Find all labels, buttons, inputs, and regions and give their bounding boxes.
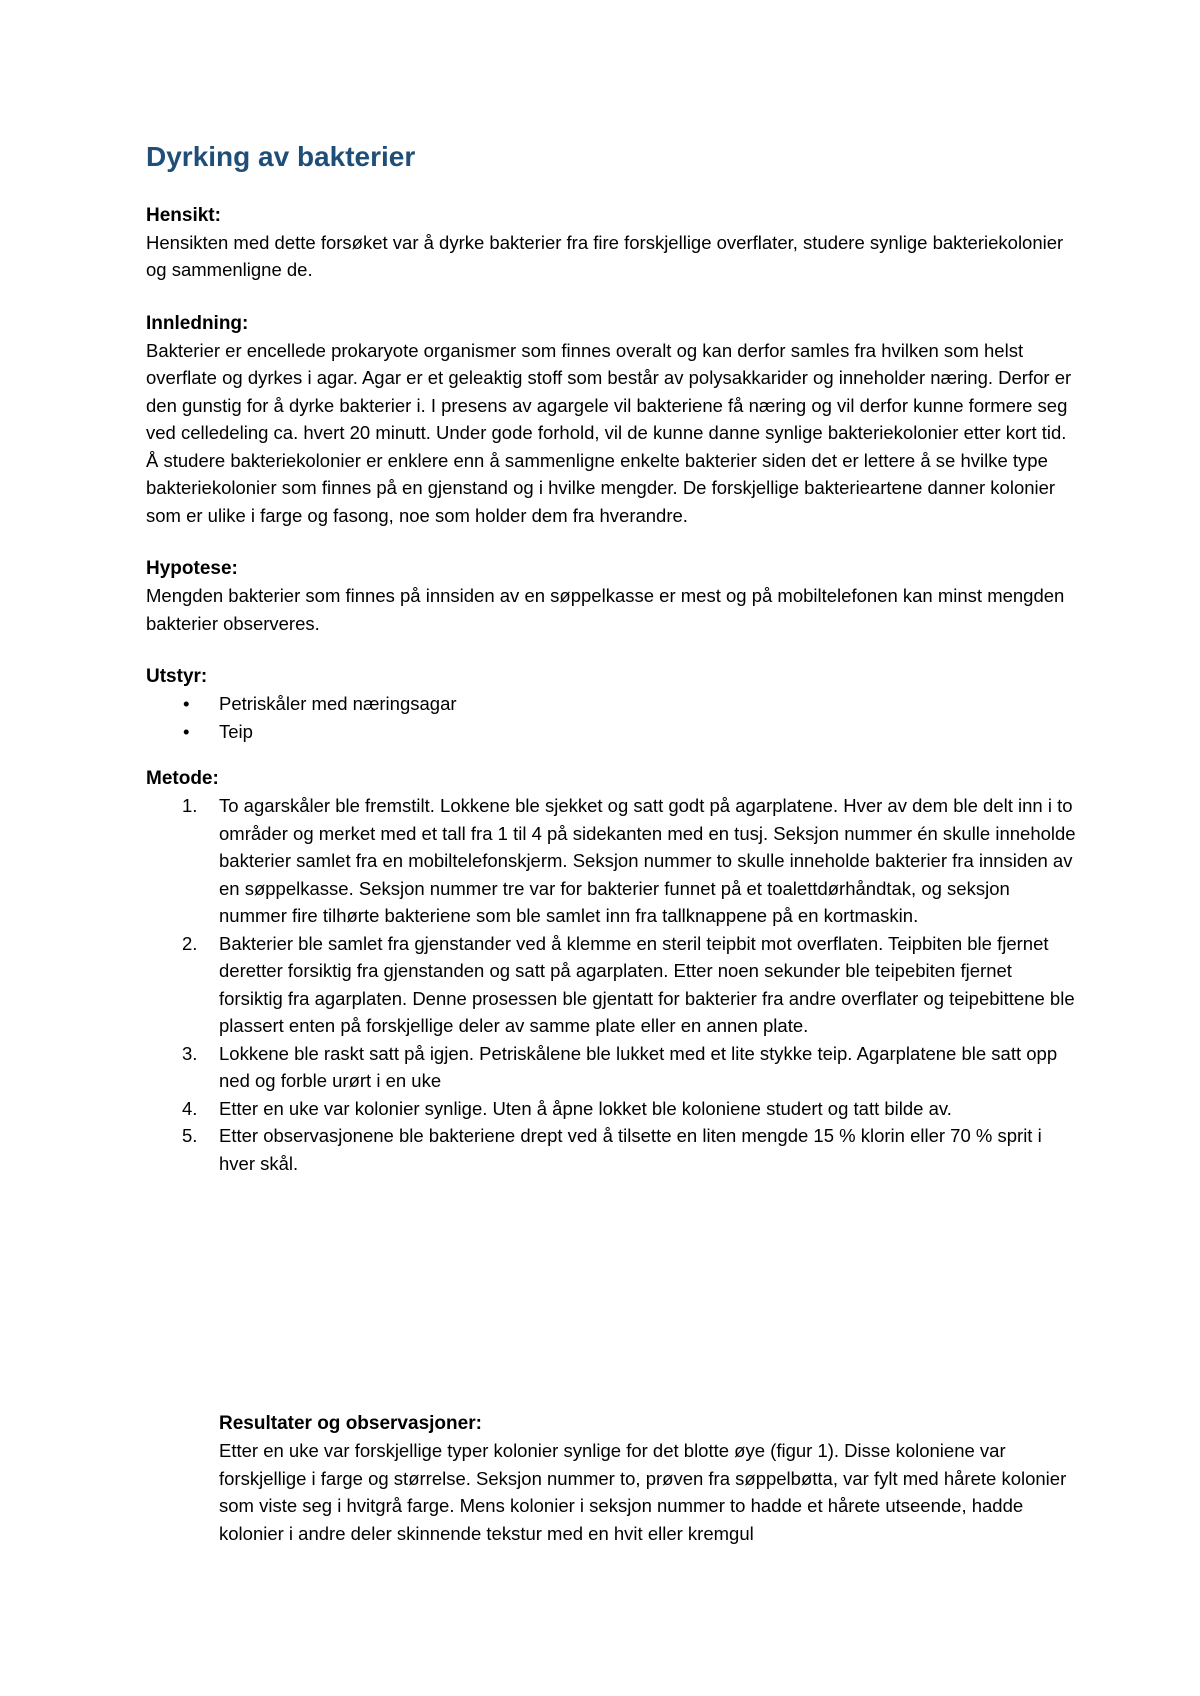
step-number: 4. (182, 1097, 198, 1119)
list-item (183, 718, 1076, 746)
heading-hensikt: Hensikt: (146, 204, 221, 226)
document-page (146, 140, 1076, 1177)
list-item-text: Petriskåler med næringsagar (219, 693, 457, 715)
step-text: To agarskåler ble fremstilt. Lokkene ble sjekket og satt godt på agarplatene. Hver av dem ble delt inn i to områder og merket med et tall fra 1 til 4 på sidekanten med en tusj. Seksjon nummer én skulle inneholde bakterier samlet fra en mobiltelefonskjerm. Seksjon nummer to skulle inneholde bakterier fra innsiden av en søppelkasse. Seksjon nummer tre var for bakterier funnet på et toalettdørhåndtak, og seksjon nummer fire tilhørte bakteriene som ble samlet inn fra tallknappene på en kortmaskin. (219, 795, 1076, 927)
heading-resultater: Resultater og observasjoner: (219, 1413, 482, 1434)
text-hensikt: Hensikten med dette forsøket var å dyrke bakterier fra fire forskjellige overflater, studere synlige bakteriekolonier og sammenligne de. (146, 231, 1064, 281)
section-innledning (146, 310, 1076, 530)
step-number: 1. (182, 795, 198, 817)
step-number: 2. (182, 932, 198, 954)
list-item (182, 1040, 1076, 1095)
heading-hypotese: Hypotese: (146, 558, 238, 580)
section-resultater (219, 1410, 1079, 1573)
list-item (182, 1095, 1076, 1123)
text-hypotese: Mengden bakterier som finnes på innsiden av en søppelkasse er mest og på mobiltelefonen kan minst mengden bakterier observeres. (146, 585, 1065, 634)
step-text: Etter observasjonene ble bakteriene drept ved å tilsette en liten mengde 15 % klorin eller 70 % sprit i hver skål. (219, 1125, 1042, 1174)
heading-metode: Metode: (146, 768, 219, 790)
heading-innledning: Innledning: (146, 312, 249, 334)
step-text: Bakterier ble samlet fra gjenstander ved å klemme en steril teipbit mot overflaten. Teipbiten ble fjernet deretter forsiktig fra gjenstanden og satt på agarplaten. Etter noen sekunder ble teipebiten fjernet forsiktig fra agarplaten. Denne prosessen ble gjentatt for bakterier fra andre overflater og teipebittene ble plassert enten på forskjellige deler av samme plate eller en annen plate. (219, 932, 1075, 1037)
method-list (146, 792, 1076, 1177)
document-title: Dyrking av bakterier (146, 141, 416, 172)
list-item (182, 1122, 1076, 1177)
bullet-icon: • (183, 693, 190, 715)
section-utstyr (146, 663, 1076, 745)
section-hypotese (146, 555, 1076, 637)
bullet-icon: • (183, 720, 190, 742)
step-number: 3. (182, 1042, 198, 1064)
step-text: Lokkene ble raskt satt på igjen. Petriskålene ble lukket med et lite stykke teip. Agarplatene ble satt opp ned og forble urørt i en uke (219, 1042, 1058, 1092)
section-hensikt (146, 202, 1076, 284)
list-item (182, 930, 1076, 1040)
list-item (183, 690, 1076, 718)
list-item (182, 792, 1076, 930)
equipment-list (146, 690, 1076, 745)
section-metode (146, 765, 1076, 1177)
text-resultater: Etter en uke var forskjellige typer kolonier synlige for det blotte øye (figur 1). Disse koloniene var forskjellige i farge og størrelse. Seksjon nummer to, prøven fra søppelbøtta, var fylt med hårete kolonier som viste seg i hvitgrå farge. Mens kolonier i seksjon nummer to hadde et hårete utseende, hadde kolonier i andre deler skinnende tekstur med en hvit eller kremgul (219, 1440, 1067, 1544)
step-text: Etter en uke var kolonier synlige. Uten å åpne lokket ble koloniene studert og tatt bilde av. (219, 1097, 952, 1119)
step-number: 5. (182, 1125, 198, 1147)
heading-utstyr: Utstyr: (146, 666, 208, 688)
list-item-text: Teip (219, 720, 253, 742)
text-innledning: Bakterier er encellede prokaryote organismer som finnes overalt og kan derfor samles fra hvilken som helst overflate og dyrkes i agar. Agar er et geleaktig stoff som består av polysakkarider og inneholder næring. Derfor er den gunstig for å dyrke bakterier i. I presens av agargele vil bakteriene få næring og vil derfor kunne formere seg ved celledeling ca. hvert 20 minutt. Under gode forhold, vil de kunne danne synlige bakteriekolonier etter kort tid. Å studere bakteriekolonier er enklere enn å sammenligne enkelte bakterier siden det er lettere å se hvilke type bakteriekolonier som finnes på en gjenstand og i hvilke mengder. De forskjellige bakterieartene danner kolonier som er ulike i farge og fasong, noe som holder dem fra hverandre. (146, 339, 1072, 526)
